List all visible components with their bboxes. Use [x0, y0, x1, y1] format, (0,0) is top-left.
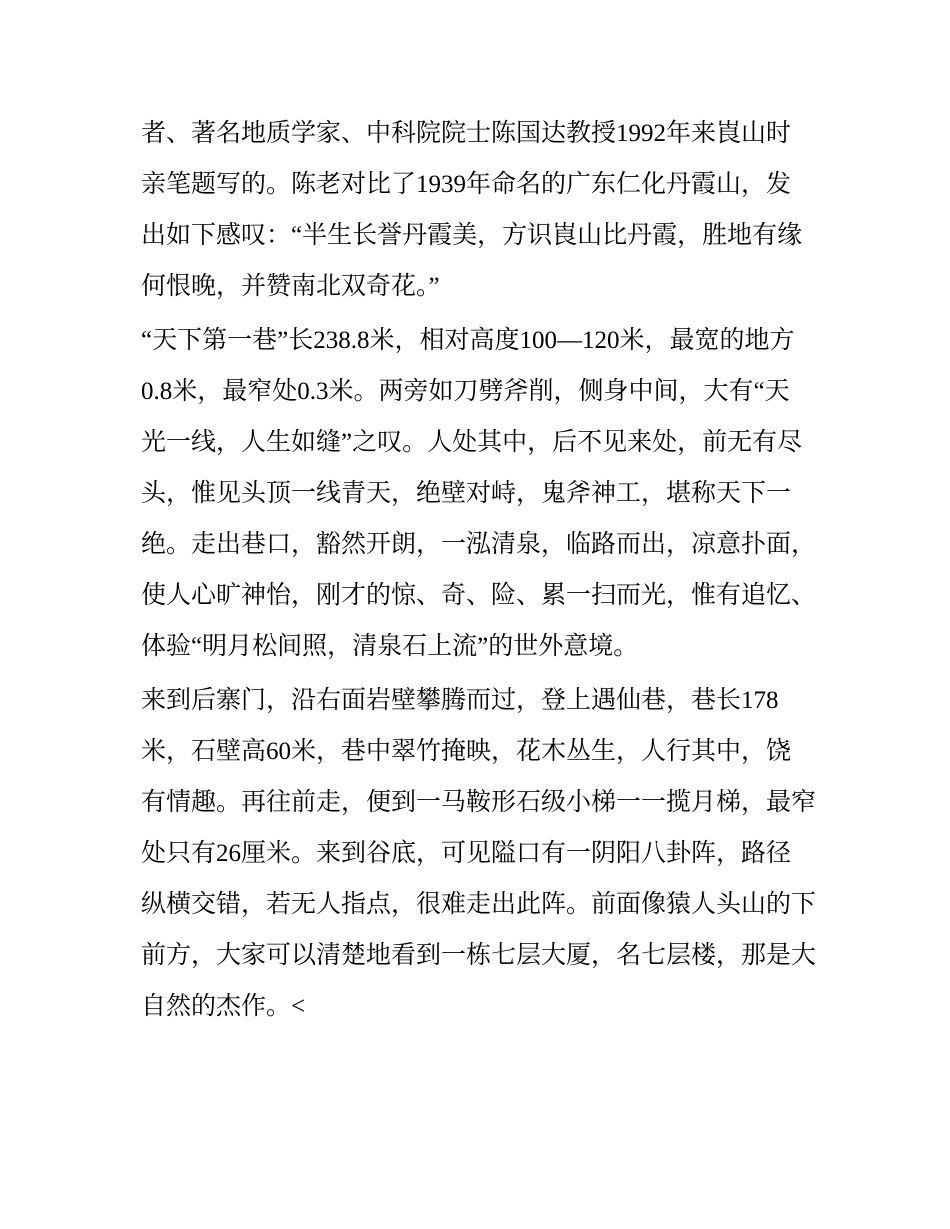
text-line: 绝。走出巷口，豁然开朗，一泓清泉，临路而出，凉意扑面， — [141, 531, 817, 558]
text-line: 光一线，人生如缝”之叹。人处其中，后不见来处，前无有尽 — [141, 429, 803, 456]
text-line: 头，惟见头顶一线青天，绝壁对峙，鬼斧神工，堪称天下一 — [141, 480, 792, 507]
text-line: 米，石壁高60米，巷中翠竹掩映，花木丛生，人行其中，饶 — [141, 738, 792, 765]
text-line: 有情趣。再往前走，便到一马鞍形石级小梯一一揽月梯，最窄 — [141, 789, 817, 816]
text-line: “天下第一巷”长238.8米，相对高度100—120米，最宽的地方 — [141, 327, 795, 354]
document-body — [141, 108, 821, 1032]
text-line: 体验“明月松间照，清泉石上流”的世外意境。 — [141, 633, 639, 660]
text-line: 前方，大家可以清楚地看到一栋七层大厦，名七层楼，那是大 — [141, 942, 817, 969]
paragraph-2 — [141, 315, 821, 672]
text-line: 处只有26厘米。来到谷底，可见隘口有一阴阳八卦阵，路径 — [141, 840, 792, 867]
text-line: 自然的杰作。< — [141, 993, 306, 1020]
text-line: 出如下感叹：“半生长誉丹霞美，方识崀山比丹霞，胜地有缘 — [141, 222, 803, 249]
text-line: 者、著名地质学家、中科院院士陈国达教授1992年来崀山时 — [141, 120, 792, 147]
paragraph-3 — [141, 675, 821, 1032]
text-line: 纵横交错，若无人指点，很难走出此阵。前面像猿人头山的下 — [141, 891, 817, 918]
text-line: 0.8米，最窄处0.3米。两旁如刀劈斧削，侧身中间，大有“天 — [141, 378, 790, 405]
text-line: 亲笔题写的。陈老对比了1939年命名的广东仁化丹霞山，发 — [141, 171, 792, 198]
text-line: 来到后寨门，沿右面岩壁攀腾而过，登上遇仙巷，巷长178 — [141, 687, 779, 714]
text-line: 使人心旷神怡，刚才的惊、奇、险、累一扫而光，惟有追忆、 — [141, 582, 817, 609]
paragraph-1 — [141, 108, 821, 312]
text-line: 何恨晚，并赞南北双奇花。” — [141, 273, 440, 300]
